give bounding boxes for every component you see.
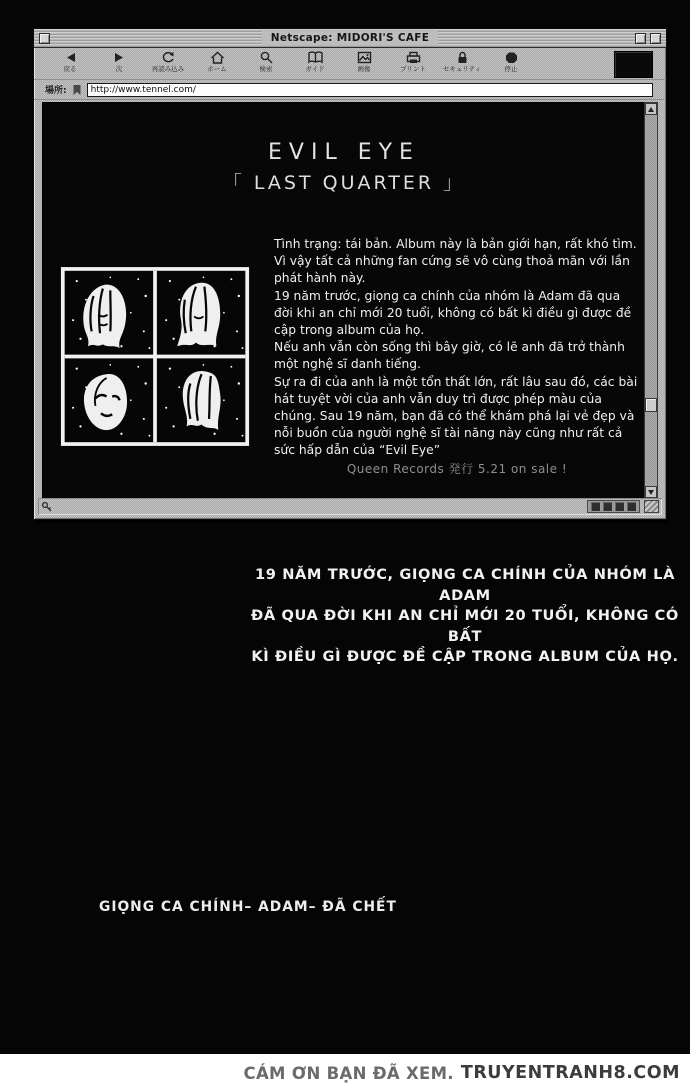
reload-icon xyxy=(160,50,177,65)
album-name: 「 LAST QUARTER 」 xyxy=(222,172,466,194)
description-paragraph: Tình trạng: tái bản. Album này là bản giới hạn, rất khó tìm. Vì vậy tất cả những fan cứng sẽ vô cùng thoả mãn với lần phát hành này. xyxy=(274,237,637,286)
netscape-logo-throbber[interactable] xyxy=(614,51,653,78)
toolbar-label: ガイド xyxy=(305,65,325,73)
images-button[interactable] xyxy=(344,50,384,73)
bookmark-icon[interactable] xyxy=(72,84,82,96)
window-resize-grip[interactable] xyxy=(644,500,659,513)
forward-button[interactable] xyxy=(99,50,139,73)
discussions-component-icon[interactable] xyxy=(615,502,624,511)
release-info: Queen Records 発行 5.21 on sale ! xyxy=(346,462,568,476)
watermark-thanks-text: CÁM ƠN BẠN ĐÃ XEM. xyxy=(243,1063,454,1083)
toolbar-label: 画像 xyxy=(357,65,371,73)
toolbar-label: セキュリティ xyxy=(442,65,482,73)
guide-button[interactable] xyxy=(295,50,335,73)
scroll-down-button[interactable] xyxy=(645,486,657,498)
navigator-component-icon[interactable] xyxy=(591,502,600,511)
description-paragraph: 19 năm trước, giọng ca chính của nhóm là Adam đã qua đời khi an chỉ mới 20 tuổi, không có bất kì điều gì được đề cập trong album của họ. xyxy=(274,288,632,338)
narration-line: ĐÃ QUA ĐỜI KHI AN CHỈ MỚI 20 TUỔI, KHÔNG CÓ BẤT xyxy=(251,607,679,645)
browser-toolbar xyxy=(34,48,666,80)
album-description xyxy=(274,236,642,460)
window-close-button[interactable] xyxy=(39,33,50,44)
window-titlebar[interactable] xyxy=(34,29,666,48)
description-paragraph: Sự ra đi của anh là một tổn thất lớn, rất lâu sau đó, các bài hát tuyệt vời của anh vẫn duy trì được phép màu của chúng. Sau 19 năm, bạn đã có thể khám phá lại vẻ đẹp và nỗi buồn của người nghệ sĩ tài năng này cũng như rất cả sức hấp dẫn của “Evil Eye” xyxy=(274,374,638,458)
url-input[interactable] xyxy=(87,83,653,97)
browser-window xyxy=(33,28,667,520)
print-button[interactable] xyxy=(393,50,433,73)
toolbar-label: 再読み込み xyxy=(151,65,185,73)
reload-button[interactable] xyxy=(148,50,188,73)
vertical-scrollbar[interactable] xyxy=(644,102,658,499)
back-icon xyxy=(62,50,79,65)
window-collapse-button[interactable] xyxy=(650,33,661,44)
narration-line: KÌ ĐIỀU GÌ ĐƯỢC ĐỀ CẬP TRONG ALBUM CỦA HỌ. xyxy=(251,648,679,665)
toolbar-label: 戻る xyxy=(63,65,77,73)
home-button[interactable] xyxy=(197,50,237,73)
scrollbar-thumb[interactable] xyxy=(645,398,657,412)
band-name: EVIL EYE xyxy=(268,140,420,165)
toolbar-label: プリント xyxy=(400,65,426,73)
images-icon xyxy=(356,50,373,65)
toolbar-label: 停止 xyxy=(504,65,518,73)
arrow-down-icon xyxy=(648,490,654,495)
note-caption: GIỌNG CA CHÍNH– ADAM– ĐÃ CHẾT xyxy=(99,899,397,915)
narration-line: 19 NĂM TRƯỚC, GIỌNG CA CHÍNH CỦA NHÓM LÀ ADAM xyxy=(255,566,675,604)
mailbox-component-icon[interactable] xyxy=(603,502,612,511)
security-button[interactable] xyxy=(442,50,482,73)
watermark-bar xyxy=(0,1054,690,1092)
window-zoom-button[interactable] xyxy=(635,33,646,44)
search-icon xyxy=(258,50,275,65)
watermark-site-text: TRUYENTRANH8.COM xyxy=(460,1063,680,1083)
security-key-icon[interactable] xyxy=(41,501,53,513)
security-icon xyxy=(454,50,471,65)
toolbar-label: 次 xyxy=(115,65,123,73)
guide-icon xyxy=(307,50,324,65)
stop-icon xyxy=(503,50,520,65)
toolbar-label: ホーム xyxy=(207,65,227,73)
window-title: Netscape: MIDORI'S CAFE xyxy=(262,31,438,45)
print-icon xyxy=(405,50,422,65)
home-icon xyxy=(209,50,226,65)
search-button[interactable] xyxy=(246,50,286,73)
stop-button[interactable] xyxy=(491,50,531,73)
address-bar xyxy=(34,80,666,100)
arrow-up-icon xyxy=(648,107,654,112)
description-paragraph: Nếu anh vẫn còn sống thì bây giờ, có lẽ anh đã trở thành một nghệ sĩ danh tiếng. xyxy=(274,340,625,372)
toolbar-label: 検索 xyxy=(259,65,273,73)
scroll-up-button[interactable] xyxy=(645,103,657,115)
location-label: 場所: xyxy=(45,86,67,96)
composer-component-icon[interactable] xyxy=(627,502,636,511)
narration-caption xyxy=(235,565,690,668)
back-button[interactable] xyxy=(50,50,90,73)
component-bar xyxy=(587,500,640,513)
status-bar xyxy=(38,498,662,515)
webpage-content xyxy=(42,102,646,499)
forward-icon xyxy=(111,50,128,65)
album-cover-image xyxy=(60,266,250,447)
